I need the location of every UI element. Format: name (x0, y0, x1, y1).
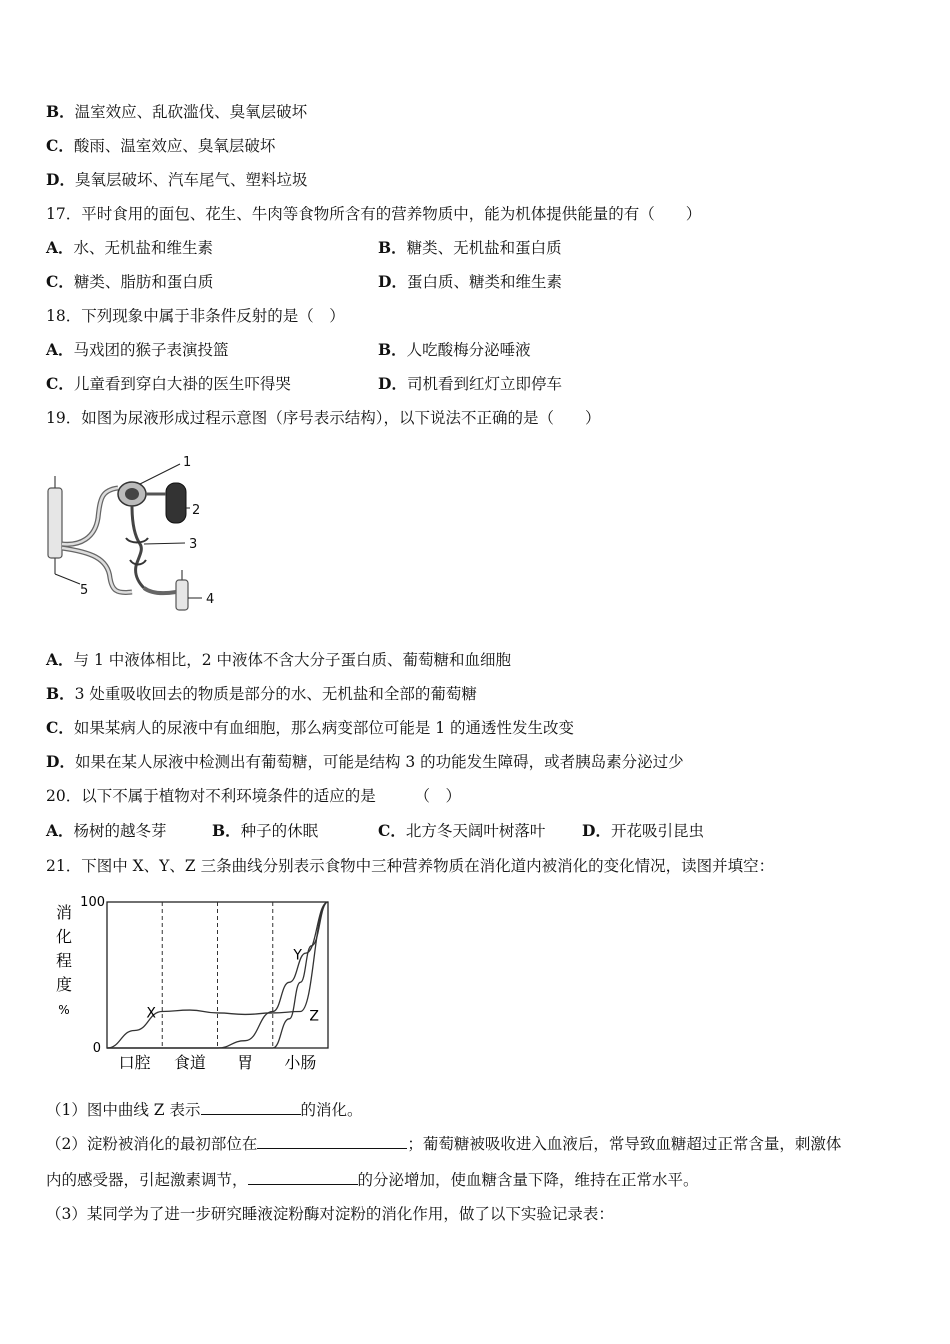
blank-1[interactable] (201, 1098, 301, 1115)
q19-option-b: B．3 处重吸收回去的物质是部分的水、无机盐和全部的葡萄糖 (46, 684, 477, 703)
q20-option-c: C．北方冬天阔叶树落叶 (378, 821, 546, 840)
q19-option-c: C．如果某病人的尿液中有血细胞，那么病变部位可能是 1 的通透性发生改变 (46, 718, 575, 737)
x-category-label: 食道 (173, 1053, 206, 1072)
blank-2[interactable] (257, 1132, 407, 1149)
q18-option-b: B．人吃酸梅分泌唾液 (378, 340, 531, 359)
label-4: 4 (206, 592, 215, 607)
q20-option-b: B．种子的休眠 (212, 821, 319, 840)
x-category-label: 小肠 (284, 1053, 317, 1072)
q16-option-d: D．臭氧层破坏、汽车尾气、塑料垃圾 (46, 170, 308, 189)
q18-stem: 18．下列现象中属于非条件反射的是（ ） (46, 307, 345, 325)
blank-3[interactable] (248, 1168, 358, 1185)
q17-option-d: D．蛋白质、糖类和维生素 (378, 272, 562, 291)
q17-option-c: C．糖类、脂肪和蛋白质 (46, 272, 214, 291)
collecting-duct-shape (48, 488, 62, 558)
label-2: 2 (192, 503, 201, 518)
digestion-chart (50, 888, 350, 1078)
y-tick-label: 0 (92, 1041, 101, 1056)
label-3: 3 (189, 537, 198, 552)
q21-part3: （3）某同学为了进一步研究睡液淀粉酶对淀粉的消化作用，做了以下实验记录表： (46, 1205, 614, 1223)
q18-option-a: A．马戏团的猴子表演投篮 (46, 340, 229, 359)
x-category-label: 胃 (237, 1053, 254, 1072)
series-label-x: X (146, 1005, 156, 1022)
q17-option-b: B．糖类、无机盐和蛋白质 (378, 238, 562, 257)
q16-option-b: B．温室效应、乱砍滥伐、臭氧层破坏 (46, 102, 308, 121)
q21-part2-cont: 内的感受器，引起激素调节， 的分泌增加，使血糖含量下降，维持在正常水平。 (46, 1168, 699, 1190)
y-axis-label-char: 化 (55, 927, 73, 946)
y-axis-label-char: 程 (55, 951, 73, 970)
q19-stem: 19．如图为尿液形成过程示意图（序号表示结构），以下说法不正确的是（ ） (46, 409, 601, 427)
q20-option-d: D．开花吸引昆虫 (582, 821, 704, 840)
renal-tubule-shape (132, 506, 144, 588)
q19-option-d: D．如果在某人尿液中检测出有葡萄糖，可能是结构 3 的功能发生障碍，或者胰岛素分泌过少 (46, 752, 684, 771)
q21-part1: （1）图中曲线 Z 表示 的消化。 (46, 1098, 363, 1120)
q17-option-a: A．水、无机盐和维生素 (46, 238, 214, 257)
q20-stem: 20．以下不属于植物对不利环境条件的适应的是 （ ） (46, 787, 461, 805)
label-5: 5 (80, 583, 89, 598)
q16-option-c: C．酸雨、温室效应、臭氧层破坏 (46, 136, 276, 155)
y-axis-label-char: 度 (55, 975, 73, 994)
q20-option-a: A．杨树的越冬芽 (46, 821, 167, 840)
x-category-label: 口腔 (118, 1053, 151, 1072)
q21-part2: （2）淀粉被消化的最初部位在 ；葡萄糖被吸收进入血液后，常导致血糖超过正常含量，刺激体 (46, 1132, 841, 1154)
y-axis-label-char: 消 (55, 903, 73, 922)
series-label-z: Z (309, 1008, 319, 1025)
q18-option-c: C．儿童看到穿白大褂的医生吓得哭 (46, 374, 291, 393)
y-axis-label-char: % (58, 1003, 70, 1017)
capsule-tube-shape (166, 483, 186, 523)
y-tick-label: 100 (80, 895, 105, 910)
series-label-y: Y (293, 947, 302, 964)
q17-stem: 17．平时食用的面包、花生、牛肉等食物所含有的营养物质中，能为机体提供能量的有（ ） (46, 205, 702, 223)
label-1: 1 (183, 455, 192, 470)
q19-option-a: A．与 1 中液体相比，2 中液体不含大分子蛋白质、葡萄糖和血细胞 (46, 650, 512, 669)
nephron-diagram (40, 448, 230, 613)
q21-stem: 21．下图中 X、Y、Z 三条曲线分别表示食物中三种营养物质在消化道内被消化的变化情况，读图并填空： (46, 857, 775, 875)
q18-option-d: D．司机看到红灯立即停车 (378, 374, 562, 393)
